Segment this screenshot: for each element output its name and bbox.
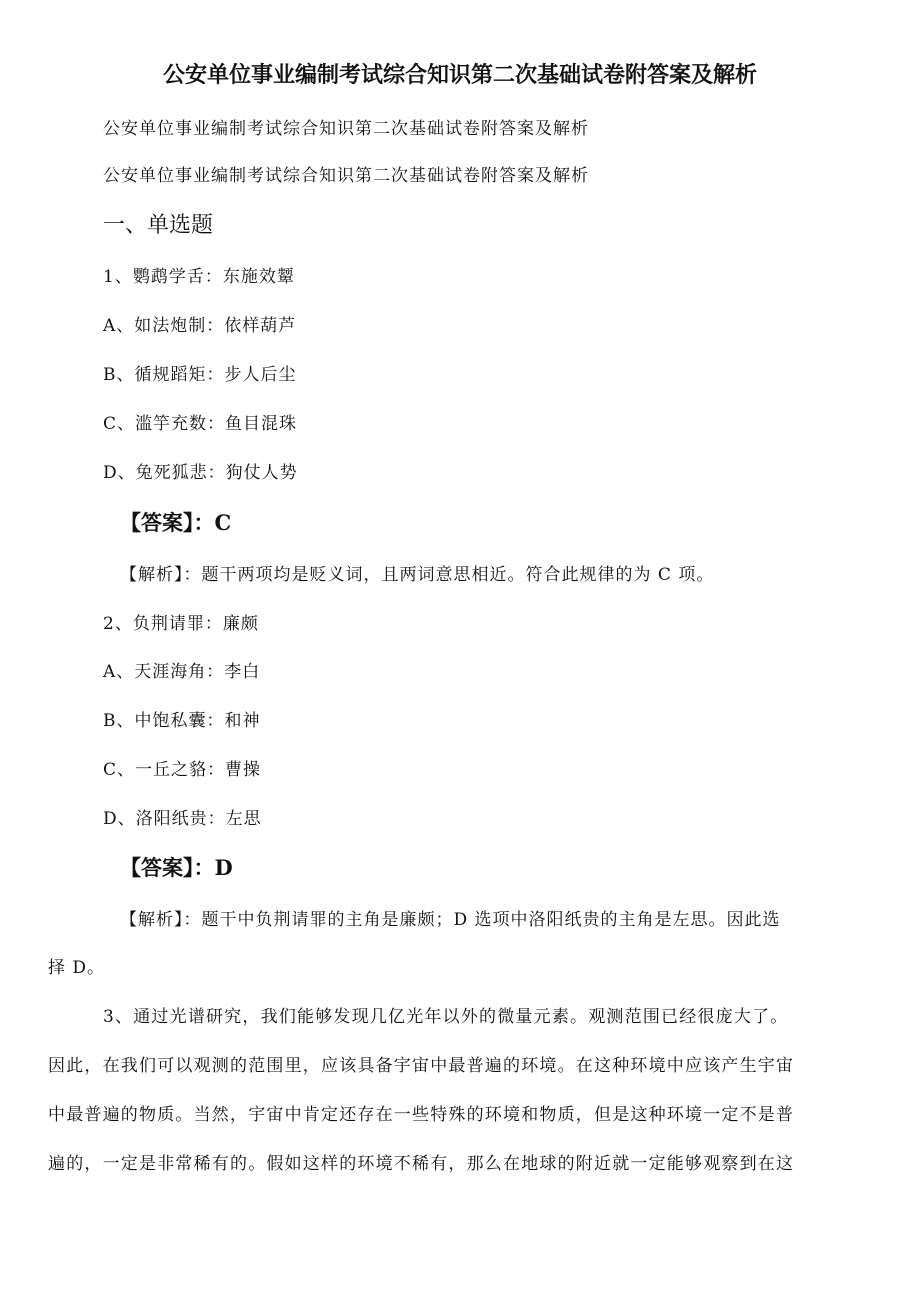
analysis-text-continued: 择 D。 [48, 958, 106, 978]
option-b: B、循规蹈矩：步人后尘 [103, 365, 297, 385]
question-stem: 2、负荆请罪：廉颇 [103, 614, 259, 634]
analysis-text: 【解析】：题干两项均是贬义词，且两词意思相近。符合此规律的为 C 项。 [120, 565, 715, 585]
option-a: A、如法炮制：依样葫芦 [103, 316, 297, 336]
paragraph-line: 因此，在我们可以观测的范围里，应该具备宇宙中最普遍的环境。在这种环境中应该产生宇宙 [48, 1056, 795, 1076]
answer-line [120, 852, 233, 882]
option-c: C、一丘之貉：曹操 [103, 760, 262, 780]
option-a: A、天涯海角：李白 [103, 662, 261, 682]
subtitle-line: 公安单位事业编制考试综合知识第二次基础试卷附答案及解析 [103, 119, 589, 139]
option-d: D、洛阳纸贵：左思 [103, 809, 262, 829]
answer-line [120, 507, 231, 537]
paragraph-line: 中最普遍的物质。当然，宇宙中肯定还存在一些特殊的环境和物质，但是这种环境一定不是普 [48, 1105, 795, 1125]
paragraph-line: 3、通过光谱研究，我们能够发现几亿光年以外的微量元素。观测范围已经很庞大了。 [103, 1007, 789, 1027]
answer-value: C [214, 510, 232, 535]
subtitle-line: 公安单位事业编制考试综合知识第二次基础试卷附答案及解析 [103, 166, 589, 186]
section-heading: 一、单选题 [103, 213, 214, 238]
question-stem: 1、鹦鹉学舌：东施效颦 [103, 267, 295, 287]
option-d: D、兔死狐悲：狗仗人势 [103, 463, 298, 483]
answer-label: 【答案】： [120, 511, 215, 535]
analysis-text: 【解析】：题干中负荆请罪的主角是廉颇；D 选项中洛阳纸贵的主角是左思。因此选 [120, 910, 781, 930]
document-title: 公安单位事业编制考试综合知识第二次基础试卷附答案及解析 [162, 63, 757, 88]
option-b: B、中饱私囊：和神 [103, 711, 261, 731]
option-c: C、滥竽充数：鱼目混珠 [103, 414, 298, 434]
paragraph-line: 遍的，一定是非常稀有的。假如这样的环境不稀有，那么在地球的附近就一定能够观察到在这 [48, 1154, 795, 1174]
answer-label: 【答案】： [120, 856, 215, 880]
answer-value: D [214, 855, 233, 880]
